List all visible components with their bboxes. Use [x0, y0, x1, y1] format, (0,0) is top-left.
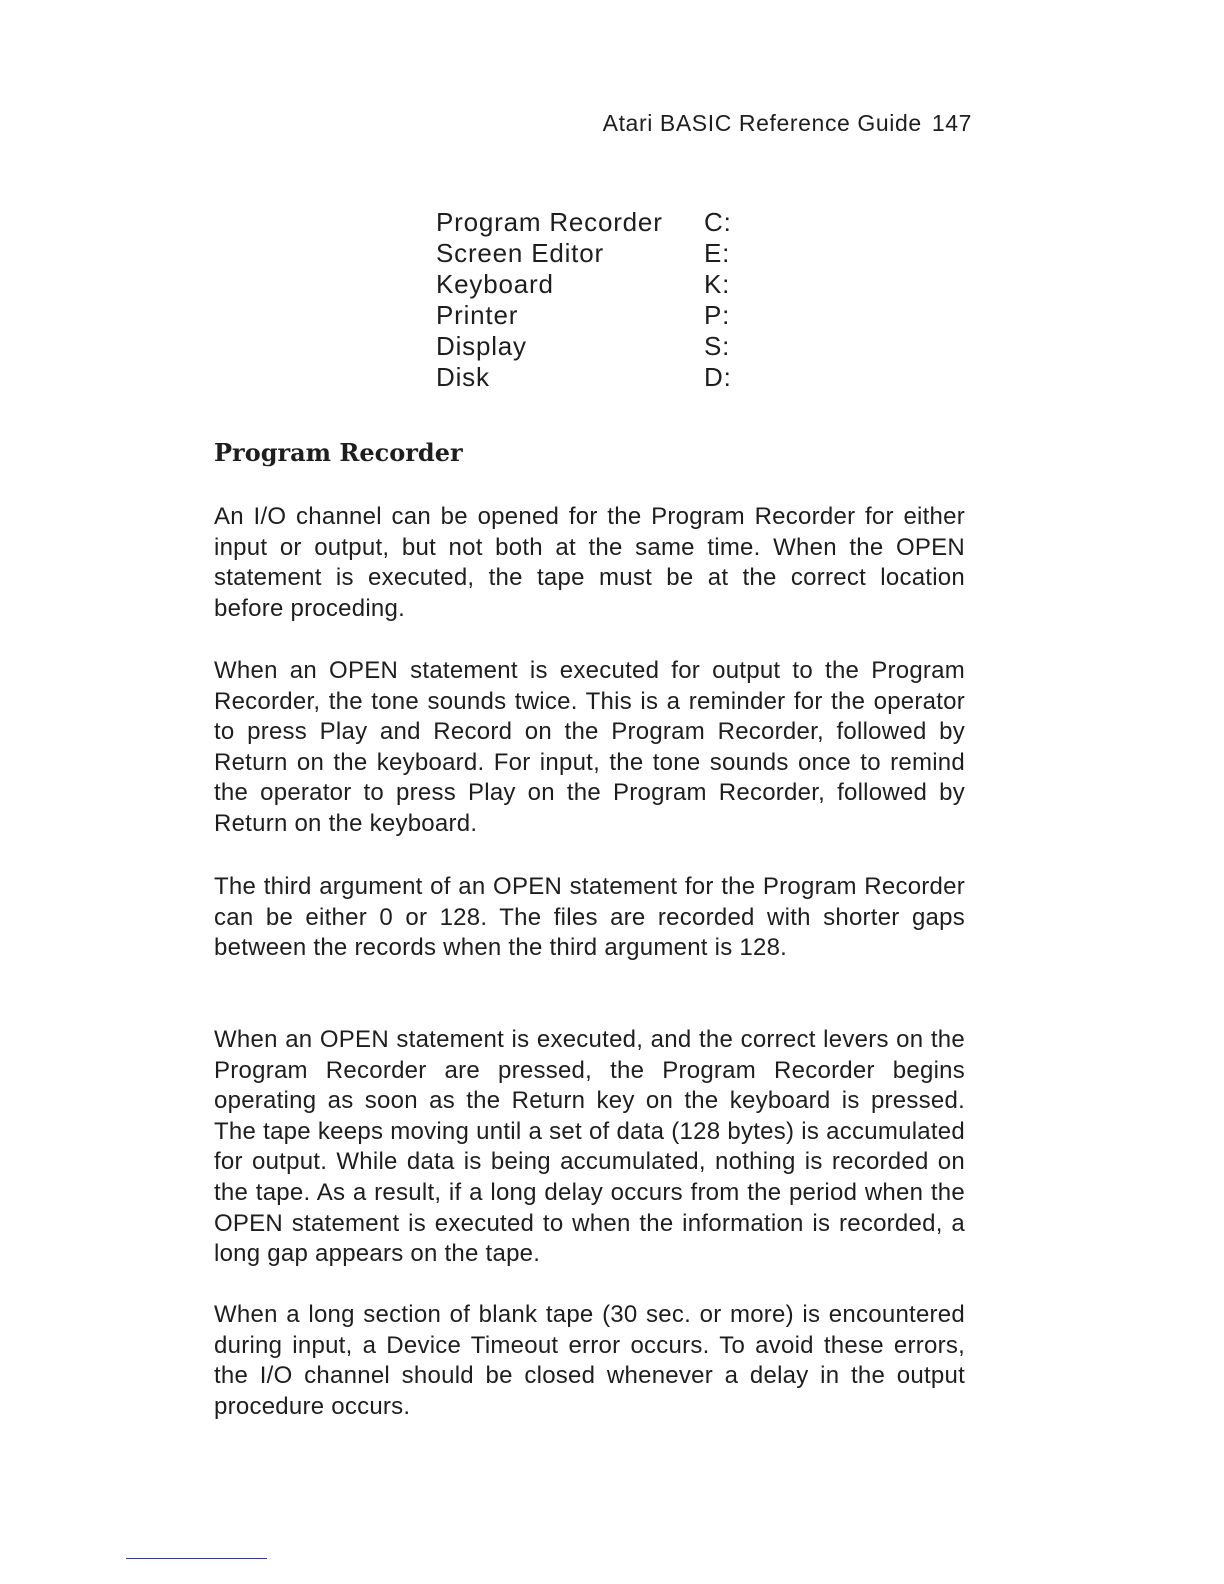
device-code: D:	[704, 362, 732, 392]
section-heading: Program Recorder	[214, 438, 463, 467]
device-name: Program Recorder	[436, 207, 663, 237]
footnote-rule	[126, 1558, 267, 1559]
device-table	[436, 207, 732, 393]
device-code: C:	[704, 207, 732, 237]
body-paragraph: When a long section of blank tape (30 sec. or more) is encountered during input, a Device Timeout error occurs. To avoid these errors, the I/O channel should be closed whenever a delay in the output procedure occurs.	[214, 1301, 965, 1420]
running-head	[603, 110, 972, 137]
device-row	[436, 269, 732, 300]
device-code: S:	[704, 331, 731, 361]
device-row	[436, 362, 732, 393]
device-code: P:	[704, 300, 731, 330]
device-row	[436, 331, 732, 362]
page-number: 147	[931, 110, 972, 136]
device-row	[436, 300, 732, 331]
body-paragraph: An I/O channel can be opened for the Program Recorder for either input or output, but not both at the same time. When the OPEN statement is executed, the tape must be at the correct location before proceding.	[214, 503, 965, 622]
device-code: K:	[704, 269, 731, 299]
device-name: Screen Editor	[436, 238, 604, 268]
body-paragraph: When an OPEN statement is executed, and the correct levers on the Program Recorder are pressed, the Program Recorder begins operating as soon as the Return key on the keyboard is pressed. The tape keeps moving until a set of data (128 bytes) is accumulated for output. While data is being accumulated, nothing is recorded on the tape. As a result, if a long delay occurs from the period when the OPEN statement is executed to when the information is recorded, a long gap appears on the tape.	[214, 1026, 965, 1268]
device-name: Keyboard	[436, 269, 554, 299]
device-name: Disk	[436, 362, 490, 392]
running-head-title: Atari BASIC Reference Guide	[602, 110, 922, 136]
device-row	[436, 238, 732, 269]
device-name: Printer	[436, 300, 519, 330]
device-code: E:	[704, 238, 731, 268]
device-row	[436, 207, 732, 238]
body-paragraph: The third argument of an OPEN statement for the Program Recorder can be either 0 or 128. The files are recorded with shorter gaps between the records when the third argument is 128.	[214, 873, 965, 962]
device-name: Display	[436, 331, 527, 361]
body-paragraph: When an OPEN statement is executed for output to the Program Recorder, the tone sounds twice. This is a reminder for the operator to press Play and Record on the Program Recorder, followed by Return on the keyboard. For input, the tone sounds once to remind the operator to press Play on the Program Recorder, followed by Return on the keyboard.	[214, 657, 965, 837]
